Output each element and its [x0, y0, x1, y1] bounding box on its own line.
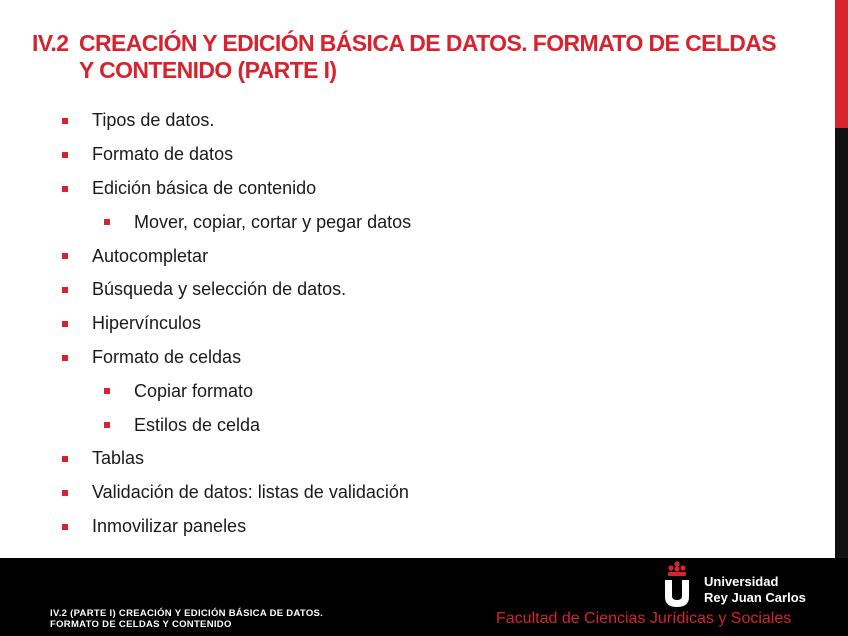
- university-logo: [660, 560, 810, 608]
- footer-caption-line-2: FORMATO DE CELDAS Y CONTENIDO: [50, 619, 232, 630]
- bullet-square-icon: [62, 456, 68, 462]
- bullet-item: [0, 442, 820, 476]
- bullet-square-icon: [62, 152, 68, 158]
- bullet-text: Inmovilizar paneles: [92, 515, 247, 536]
- bullet-square-icon: [104, 219, 110, 225]
- bullet-text: Búsqueda y selección de datos.: [92, 279, 347, 300]
- bullet-square-icon: [62, 186, 68, 192]
- bullet-text: Edición básica de contenido: [92, 177, 317, 198]
- title-number: IV.2: [32, 30, 69, 56]
- sub-bullet-item: [0, 205, 820, 239]
- bullet-square-icon: [62, 321, 68, 327]
- bullet-text: Tablas: [92, 448, 145, 469]
- bullet-square-icon: [62, 355, 68, 361]
- bullet-item: [0, 239, 820, 273]
- bullet-text: Formato de celdas: [92, 346, 242, 367]
- bullet-text: Tipos de datos.: [92, 110, 215, 131]
- bullet-square-icon: [62, 524, 68, 530]
- bullet-item: [0, 172, 820, 206]
- bullet-item: [0, 104, 820, 138]
- bullet-square-icon: [62, 253, 68, 259]
- bullet-item: [0, 476, 820, 510]
- footer-caption-line-1: IV.2 (PARTE I) CREACIÓN Y EDICIÓN BÁSICA DE DATOS.: [50, 608, 324, 619]
- bullet-text: Validación de datos: listas de validación: [92, 482, 409, 503]
- slide-title: [32, 30, 822, 84]
- title-line-2: Y CONTENIDO (PARTE I): [79, 57, 337, 83]
- accent-bar-black: [835, 128, 848, 558]
- bullet-item: [0, 307, 820, 341]
- bullet-item: [0, 510, 820, 544]
- bullet-square-icon: [62, 287, 68, 293]
- university-line-1: Universidad: [704, 574, 779, 589]
- bullet-square-icon: [104, 388, 110, 394]
- bullet-item: [0, 341, 820, 375]
- bullet-item: [0, 138, 820, 172]
- bullet-text: Autocompletar: [92, 245, 209, 266]
- bullet-square-icon: [104, 422, 110, 428]
- faculty-name: Facultad de Ciencias Jurídicas y Sociales: [496, 610, 792, 627]
- university-name: [704, 574, 806, 606]
- bullet-text: Copiar formato: [134, 380, 254, 401]
- title-line-1: CREACIÓN Y EDICIÓN BÁSICA DE DATOS. FORMATO DE CELDAS: [79, 30, 777, 56]
- accent-bar-red: [835, 0, 848, 128]
- bullet-square-icon: [62, 490, 68, 496]
- bullet-square-icon: [62, 118, 68, 124]
- bullet-list: [0, 104, 820, 543]
- bullet-text: Formato de datos: [92, 144, 234, 165]
- sub-bullet-item: [0, 408, 820, 442]
- bullet-text: Mover, copiar, cortar y pegar datos: [134, 211, 412, 232]
- bullet-item: [0, 273, 820, 307]
- footer: [0, 558, 848, 636]
- urjc-logo-icon: [660, 560, 694, 608]
- bullet-text: Estilos de celda: [134, 414, 261, 435]
- title-text: [79, 30, 822, 84]
- sub-bullet-item: [0, 374, 820, 408]
- bullet-text: Hipervínculos: [92, 313, 202, 334]
- university-line-2: Rey Juan Carlos: [704, 590, 806, 605]
- footer-caption: [50, 608, 410, 630]
